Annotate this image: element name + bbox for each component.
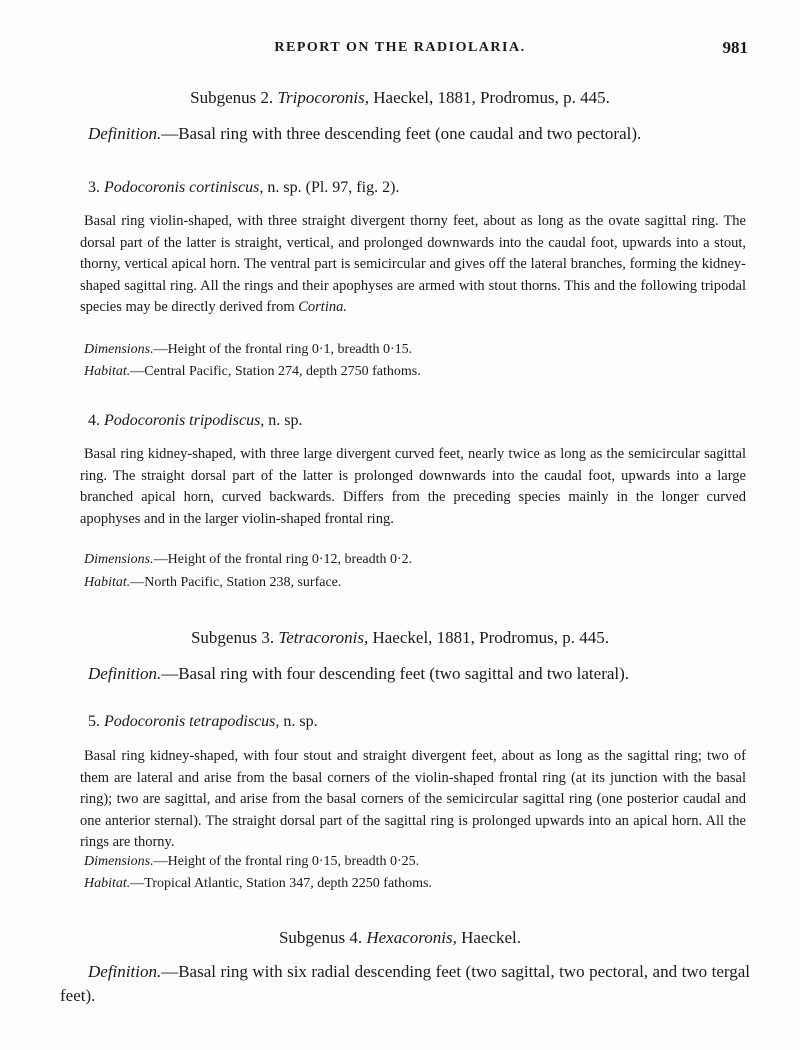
subgenus-4-definition: Definition.—Basal ring with six radial descending feet (two sagittal, two pectoral, and two tergal feet). bbox=[60, 962, 750, 1005]
species-5-dimensions: Dimensions.—Height of the frontal ring 0·15, breadth 0·25. bbox=[84, 854, 420, 869]
subgenus-3-name: Tetracoronis, bbox=[278, 628, 369, 647]
species-4-dimensions: Dimensions.—Height of the frontal ring 0·12, breadth 0·2. bbox=[84, 552, 413, 567]
subgenus-3-heading: Subgenus 3. Tetracoronis, Haeckel, 1881, Prodromus, p. 445. bbox=[190, 628, 610, 647]
species-4-name: Podocoronis tripodiscus, bbox=[104, 412, 265, 429]
species-5-habitat: Habitat.—Tropical Atlantic, Station 347, depth 2250 fathoms. bbox=[84, 876, 432, 891]
species-3-dimensions: Dimensions.—Height of the frontal ring 0·1, breadth 0·15. bbox=[84, 342, 413, 357]
species-4-description: Basal ring kidney-shaped, with three large divergent curved feet, nearly twice as long as the semicircular sagittal ring. The straight dorsal part of the latter is prolonged downwards into the caudal foot, upwards into a large branched apical horn, curved backwards. Differs from the preceding species mainly in the longer curved apophyses and in the larger violin-shaped frontal ring. bbox=[80, 446, 746, 527]
running-title: REPORT ON THE RADIOLARIA. bbox=[274, 40, 526, 55]
page-number: 981 bbox=[722, 38, 748, 57]
subgenus-2-heading: Subgenus 2. Tripocoronis, Haeckel, 1881, Prodromus, p. 445. bbox=[190, 88, 610, 107]
species-3-habitat: Habitat.—Central Pacific, Station 274, depth 2750 fathoms. bbox=[84, 364, 421, 379]
species-5-description: Basal ring kidney-shaped, with four stout and straight divergent feet, about as long as the sagittal ring; two of them are lateral and arise from the basal corners of the violin-shaped frontal ring (at its junction with the basal ring); two are sagittal, and arise from the basal corners of the semicircular sagittal ring (one posterior caudal and one anterior sternal). The straight dorsal part of the sagittal ring is prolonged upwards into an apical horn. All the rings are thorny. bbox=[80, 748, 746, 850]
species-5-name: Podocoronis tetrapodiscus, bbox=[104, 713, 280, 730]
subgenus-4-name: Hexacoronis, bbox=[366, 928, 457, 947]
species-3-description: Basal ring violin-shaped, with three straight divergent thorny feet, about as long as the ovate sagittal ring. The dorsal part of the latter is straight, vertical, and prolonged downwards into the caudal foot, upwards into a stout, thorny, vertical apical horn. The ventral part is semicircular and gives off the lateral branches, forming the kidney-shaped sagittal ring. All the rings and their apophyses are armed with stout thorns. This and the following tripodal species may be directly derived from Cortina. bbox=[80, 213, 746, 315]
subgenus-4-heading: Subgenus 4. Hexacoronis, Haeckel. bbox=[278, 928, 522, 947]
subgenus-2-definition: Definition.—Basal ring with three descending feet (one caudal and two pectoral). bbox=[88, 124, 642, 143]
subgenus-2-name: Tripocoronis, bbox=[277, 88, 370, 107]
species-5-heading: 5. Podocoronis tetrapodiscus, n. sp. bbox=[88, 713, 318, 730]
species-4-habitat: Habitat.—North Pacific, Station 238, surface. bbox=[84, 575, 342, 590]
subgenus-3-definition: Definition.—Basal ring with four descending feet (two sagittal and two lateral). bbox=[88, 664, 630, 683]
species-3-name: Podocoronis cortiniscus, bbox=[104, 179, 264, 196]
page-header bbox=[0, 40, 800, 64]
species-3-heading: 3. Podocoronis cortiniscus, n. sp. (Pl. 97, fig. 2). bbox=[88, 179, 400, 196]
species-4-heading: 4. Podocoronis tripodiscus, n. sp. bbox=[88, 412, 303, 429]
